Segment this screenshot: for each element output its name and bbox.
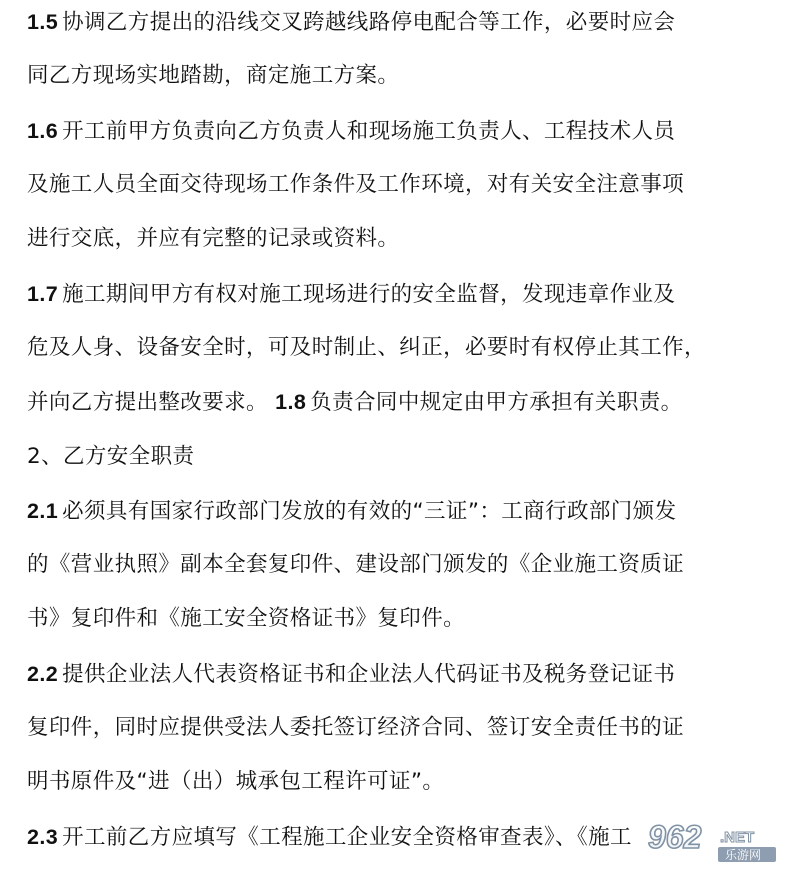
clause-number: 1.5 (27, 10, 59, 34)
watermark-suffix: .NET (720, 829, 755, 846)
line-text: 开工前乙方应填写《工程施工企业安全资格审查表》、《施工 (62, 825, 632, 850)
line-text: 并向乙方提出整改要求。 (27, 390, 268, 415)
text-line-8 (27, 387, 683, 417)
text-line-7 (27, 333, 706, 363)
text-line-1 (27, 7, 675, 37)
site-watermark-logo (645, 818, 780, 864)
clause-number: 1.8 (275, 390, 307, 414)
watermark-digits: 962 (648, 819, 702, 855)
line-text: 复印件，同时应提供受法人委托签订经济合同、签订安全责任书的证 (27, 715, 685, 740)
clause-number: 2.3 (27, 825, 59, 849)
line-text: 危及人身、设备安全时，可及时制止、纠正，必要时有权停止其工作， (27, 335, 706, 360)
text-line-16 (27, 822, 632, 852)
line-text: 必须具有国家行政部门发放的有效的“三证”：工商行政部门颁发 (62, 499, 677, 524)
text-line-3 (27, 116, 675, 146)
line-text: 进行交底，并应有完整的记录或资料。 (27, 226, 400, 251)
clause-number: 1.7 (27, 282, 59, 306)
text-line-11 (27, 550, 684, 580)
text-line-2 (27, 61, 399, 91)
text-line-14 (27, 713, 684, 743)
clause-number: 1.6 (27, 119, 59, 143)
line-text: 的《营业执照》副本全套复印件、建设部门颁发的《企业施工资质证 (27, 552, 685, 577)
text-line-10 (27, 496, 676, 526)
line-text: 协调乙方提出的沿线交叉跨越线路停电配合等工作，必要时应会 (62, 10, 676, 35)
line-text: 负责合同中规定由甲方承担有关职责。 (310, 390, 683, 415)
line-text: 书》复印件和《施工安全资格证书》复印件。 (27, 606, 466, 631)
text-line-15 (27, 767, 444, 797)
text-line-5 (27, 224, 399, 254)
clause-number: 2.2 (27, 662, 59, 686)
line-text: 开工前甲方负责向乙方负责人和现场施工负责人、工程技术人员 (62, 119, 676, 144)
line-text: 明书原件及“进（出）城承包工程许可证”。 (27, 769, 445, 794)
line-text: 2、乙方安全职责 (27, 444, 195, 469)
line-text: 及施工人员全面交待现场工作条件及工作环境，对有关安全注意事项 (27, 172, 685, 197)
text-line-13 (27, 659, 675, 689)
text-line-12 (27, 604, 465, 634)
clause-number: 2.1 (27, 499, 59, 523)
text-line-4 (27, 170, 684, 200)
line-text: 提供企业法人代表资格证书和企业法人代码证书及税务登记证书 (62, 662, 676, 687)
watermark-caption: 乐游网 (725, 848, 762, 862)
section-heading (27, 442, 194, 472)
text-line-6 (27, 279, 675, 309)
line-text: 施工期间甲方有权对施工现场进行的安全监督，发现违章作业及 (62, 282, 676, 307)
line-text: 同乙方现场实地踏勘，商定施工方案。 (27, 63, 400, 88)
